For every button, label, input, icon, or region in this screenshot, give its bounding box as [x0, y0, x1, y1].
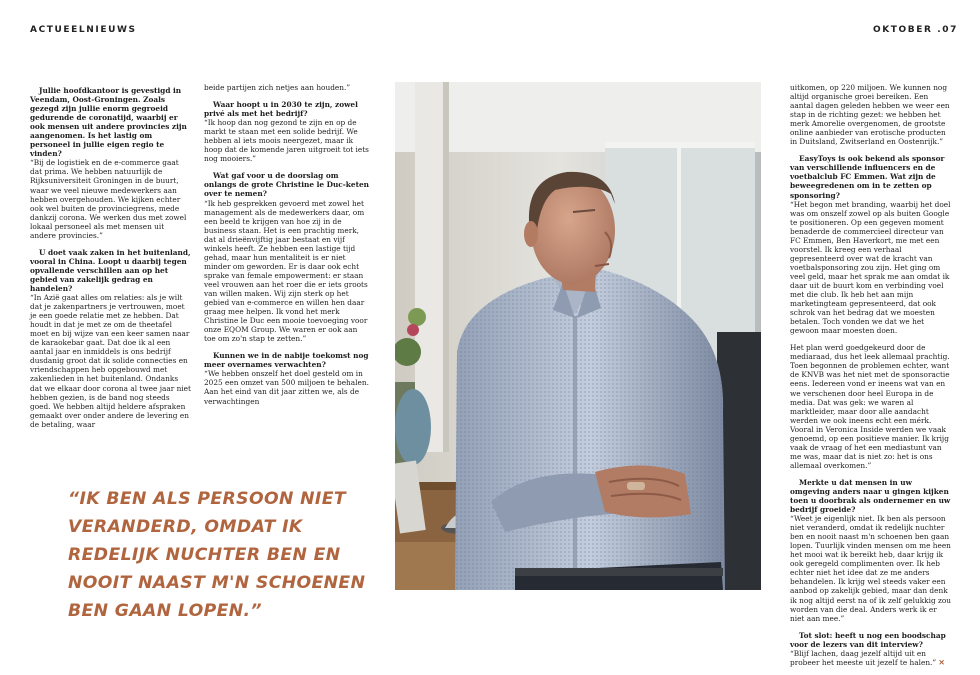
pull-quote: “IK BEN ALS PERSOON NIET VERANDERD, OMDAT IK REDELIJK NUCHTER BEN EN NOOIT NAAST M'N SCHOENEN BEN GAAN LOPEN.”	[68, 489, 366, 621]
answer: “Weet je eigenlijk niet. Ik ben als persoon niet veranderd, omdat ik redelijk nuchter ben en nooit naast m'n schoenen ben gaan lopen. Tuurlijk vinden mensen om me heen het mooi wat ik bereikt heb, daar krijg ik ook geregeld complimenten over. Ik heb echter niet het idee dat ze me anders behandelen. Ik krijg wel steeds vaker een aanbod op zakelijk gebied, maar dan denk ik nog altijd eerst na of ik zelf gelukkig zou worden van die deal. Anders werk ik er niet aan mee.”	[790, 514, 952, 623]
answer: uitkomen, op 220 miljoen. We kunnen nog altijd organische groei bereiken. Een aantal dagen geleden hebben we weer een stap in de richting gezet: we hebben het merk Amorelie overgenomen, de grootste online aanbieder van erotische producten in Duitsland, Zwitserland en Oostenrijk.”	[790, 83, 950, 147]
month-label: OKTOBER	[872, 25, 933, 35]
answer: beide partijen zich netjes aan houden.”	[204, 83, 351, 92]
portrait-photo	[395, 82, 761, 590]
answer: “Ik hoop dan nog gezond te zijn en op de markt te staan met een solide bedrijf. We hebben al iets moois neergezet, maar ik hoop dat de komende jaren uitgroeit tot iets nog mooiers.”	[204, 118, 369, 164]
question: Waar hoopt u in 2030 te zijn, zowel privé als met het bedrijf?	[204, 100, 358, 119]
end-mark-icon: ✕	[938, 657, 945, 667]
question: Wat gaf voor u de doorslag om onlangs de grote Christine le Duc-keten over te nemen?	[204, 171, 369, 199]
closing-answer: “Blijf lachen, daag jezelf altijd uit en probeer het meeste uit jezelf te halen.”	[790, 648, 937, 667]
answer: “Ik heb gesprekken gevoerd met zowel het management als de medewerkers daar, om een beeld te krijgen van hoe zij in de business staan. Het is een prachtig merk, dat al drieënvijftig jaar bestaat en vijf winkels heeft. Ze hebben een lastige tijd gehad, maar hun mentaliteit is er niet minder om geworden. Er is daar ook echt sprake van female empowerment: er staan veel vrouwen aan het roer die er iets groots van willen maken. Wij zijn sterk op het gebied van e-commerce en willen hen daar graag mee helpen. Ik vond het merk Christine le Duc een mooie toevoeging voor onze EQOM Group. We waren er ook aan toe om zo'n stap te zetten.”	[204, 198, 368, 344]
article-column-1	[30, 86, 192, 437]
question: EasyToys is ook bekend als sponsor van verschillende influencers en de voetbalclub FC Emmen. Wat zijn de beweegredenen om in te zetten op sponsoring?	[790, 154, 945, 200]
question: Tot slot: heeft u nog een boodschap voor de lezers van dit interview?	[790, 630, 946, 649]
answer: Het plan werd goedgekeurd door de mediaraad, dus het leek allemaal prachtig. Toen begonnen de problemen echter, want de KNVB was het niet met de sponsoractie eens. Iedereen vond er ineens wat van en we verschenen door heel Europa in de media. Dat was gek: we waren al marktleider, maar door alle aandacht werden we ook ineens echt een mérk. Vooral in Veronica Inside werden we vaak genoemd, op een positieve manier. Ik krijg vaak de vraag of het een mediastunt van me was, maar dat is niet zo: het is ons allemaal overkomen.”	[790, 343, 950, 470]
page-number: .07	[937, 25, 958, 35]
question: Jullie hoofdkantoor is gevestigd in Veendam, Oost-Groningen. Zoals gezegd zijn jullie enorm gegroeid gedurende de coronatijd, waarbij er ook mensen uit andere provincies zijn aangenomen. Is het lastig om personeel in jullie eigen regio te vinden?	[30, 86, 187, 159]
answer: “We hebben onszelf het doel gesteld om in 2025 een omzet van 500 miljoen te behalen. Aan het eind van dit jaar zitten we, als de verwachtingen	[204, 369, 369, 406]
answer	[790, 649, 953, 667]
question: U doet vaak zaken in het buitenland, vooral in China. Loopt u daarbij tegen opvallende verschillen aan op het gebied van zakelijk gedrag en handelen?	[30, 247, 191, 293]
answer: “Het begon met branding, waarbij het doel was om onszelf zowel op als buiten Google te positioneren. Op een gegeven moment benaderde de commercieel directeur van FC Emmen, Ben Haverkort, me met een voorstel. Ik kreeg een verhaal gepresenteerd over wat de kracht van voetbalsponsoring zou zijn. Het ging om veel geld, maar het sprak me aan omdat ik daar uit de buurt kom en verbinding voel met die club. Ik heb het aan mijn marketingteam gepresenteerd, dat ook schrok van het bedrag dat we moesten betalen. Toch vonden we dat we het gewoon maar moesten doen.	[790, 199, 951, 336]
section-title: ACTUEELNIEUWS	[30, 25, 137, 35]
question: Kunnen we in de nabije toekomst nog meer overnames verwachten?	[204, 351, 369, 370]
answer: “Bij de logistiek en de e-commerce gaat dat prima. We hebben natuurlijk de Rijksuniversiteit Groningen in de buurt, waar we veel nieuwe medewerkers aan hebben overgehouden. We kijken echter ook wel buiten de provinciegrens, mede dankzij corona. We werken dus met zowel lokaal personeel als met mensen uit andere provincies.”	[30, 158, 187, 240]
article-column-2	[204, 83, 371, 414]
page-info	[873, 25, 958, 35]
answer: “In Azië gaat alles om relaties: als je wilt dat je zakenpartners je vertrouwen, moet je een goede relatie met ze hebben. Dat houdt in dat je met ze om de theetafel moet en bij wijze van een keer samen naar de karaokebar gaat. Dat doe ik al een aantal jaar en inmiddels is ons bedrijf dusdanig groot dat ik solide connecties en vriendschappen heb opgebouwd met zakenlieden in het buitenland. Ondanks dat we elkaar door corona al twee jaar niet hebben gezien, is de band nog steeds goed. We hebben altijd heldere afspraken gemaakt over onder andere de levering en de betaling, waar	[30, 293, 191, 429]
question: Merkte u dat mensen in uw omgeving anders naar u gingen kijken toen u doorbrak als ondernemer en uw bedrijf groeide?	[790, 477, 951, 515]
article-column-3	[790, 83, 953, 675]
